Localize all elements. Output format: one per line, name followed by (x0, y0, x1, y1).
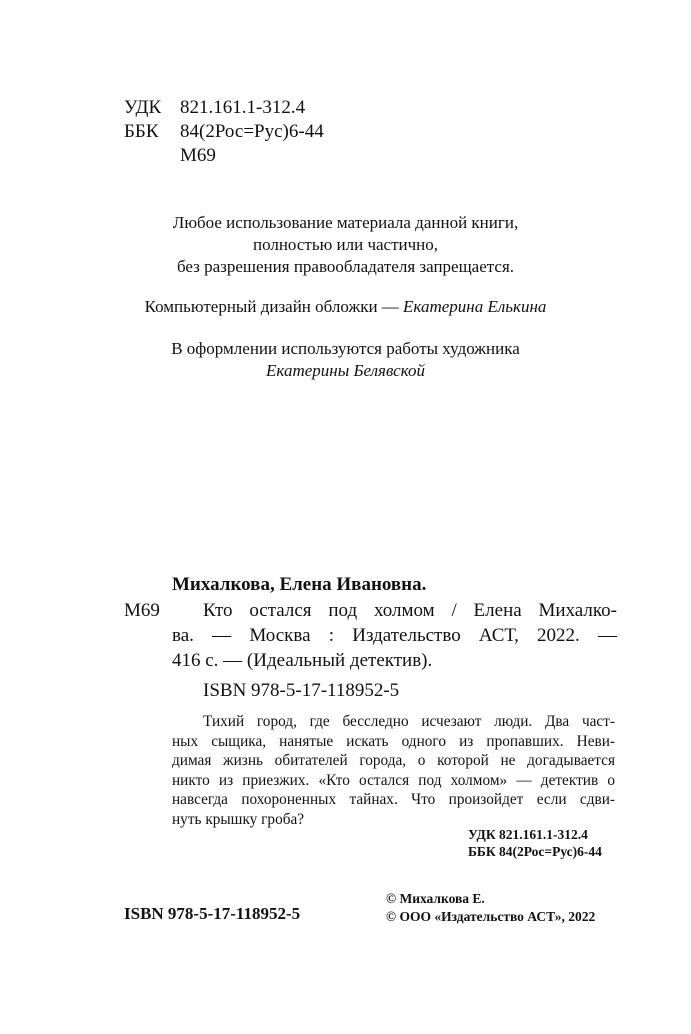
rights-notice-line1: Любое использование материала данной книги, (172, 213, 519, 232)
codes-right-udk: УДК 821.161.1-312.4 (468, 827, 588, 842)
catalog-line2: ва. — Москва : Издательство АСТ, 2022. — (172, 625, 617, 646)
catalog-line3: 416 с. — (Идеальный детектив). (172, 650, 433, 671)
illustrator-name: Екатерины Белявской (266, 361, 425, 380)
illustrations-credit (0, 338, 691, 382)
annotation (172, 712, 615, 830)
udk-label: УДК (124, 97, 162, 118)
catalog-mark: М69 (124, 600, 160, 621)
annotation-line: нуть крышку гроба? (172, 810, 305, 828)
footer-isbn: ISBN 978-5-17-118952-5 (124, 904, 301, 923)
codes-right-bbk: ББК 84(2Рос=Рус)6-44 (468, 844, 602, 859)
copyright-author: © Михалкова Е. (386, 891, 485, 906)
catalog-isbn: ISBN 978-5-17-118952-5 (203, 680, 400, 701)
catalog-heading: Михалкова, Елена Ивановна. (172, 574, 427, 595)
copyright-publisher: © ООО «Издательство АСТ», 2022 (386, 909, 596, 924)
annotation-line: никто из приезжих. «Кто остался под холмом» — детектив о (172, 771, 615, 789)
rights-notice-line2: полностью или частично, (252, 235, 439, 254)
udk-value: 821.161.1-312.4 (180, 97, 306, 118)
cover-design-prefix: Компьютерный дизайн обложки — (144, 297, 404, 316)
catalog-line1: Кто остался под холмом / Елена Михалко- (203, 600, 617, 621)
classification-codes (124, 96, 324, 168)
rights-notice-line3: без разрешения правообладателя запрещается. (176, 257, 515, 276)
annotation-line: Тихий город, где бесследно исчезают люди. Два част- (203, 713, 615, 730)
bbk-label: ББК (124, 121, 159, 142)
illustrations-line1: В оформлении используются работы художника (171, 339, 520, 358)
annotation-line: ных сыщика, нанятые искать одного из пропавших. Неви- (172, 732, 615, 750)
cover-designer-name: Екатерина Елькина (403, 297, 547, 316)
bbk-value: 84(2Рос=Рус)6-44 (180, 121, 324, 142)
annotation-line: димая жизнь обитателей города, о которой не догадывается (172, 752, 615, 770)
annotation-line: навсегда похороненных тайнах. Что произойдет если сдви- (172, 791, 615, 809)
rights-notice (0, 212, 691, 278)
author-mark: М69 (180, 145, 216, 166)
cover-design-credit (0, 296, 691, 318)
